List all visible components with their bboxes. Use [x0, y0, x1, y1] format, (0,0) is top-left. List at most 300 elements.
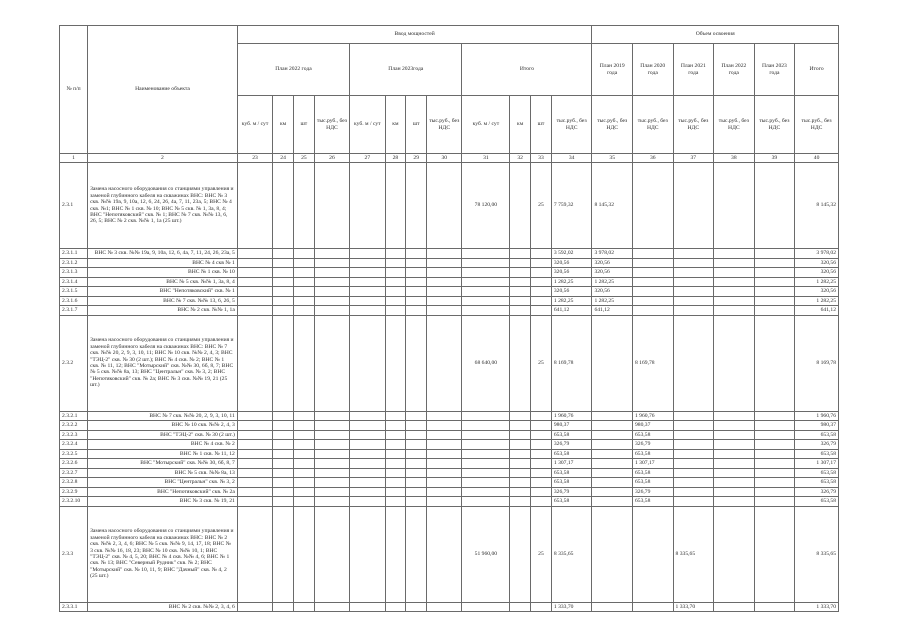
capacity-value [462, 459, 510, 469]
plan-2019-value [592, 440, 633, 450]
table-row [60, 277, 839, 287]
plan-2021-value [673, 449, 714, 459]
empty-cell [510, 306, 531, 316]
empty-cell [427, 459, 462, 469]
empty-cell [293, 277, 314, 287]
column-index: 32 [510, 154, 531, 163]
empty-cell [314, 421, 349, 431]
empty-cell [714, 287, 755, 297]
table-row [60, 478, 839, 488]
empty-cell [427, 306, 462, 316]
plan-2020-value: 980,37 [632, 421, 673, 431]
empty-cell [510, 277, 531, 287]
empty-cell [406, 430, 427, 440]
total-volume-value: 320,56 [795, 287, 839, 297]
column-index: 24 [273, 154, 294, 163]
empty-cell [427, 468, 462, 478]
row-number: 2.3.1.3 [60, 268, 88, 278]
capacity-value [462, 602, 510, 612]
total-volume-value: 3 978,02 [795, 249, 839, 259]
cost-total-value: 1 960,76 [551, 411, 592, 421]
empty-cell [510, 430, 531, 440]
count-value [531, 258, 552, 268]
empty-cell [237, 258, 272, 268]
header-unit: шт [406, 96, 427, 154]
empty-cell [237, 315, 272, 411]
empty-cell [754, 506, 795, 602]
empty-cell [273, 306, 294, 316]
empty-cell [273, 497, 294, 507]
plan-2021-value: 1 333,70 [673, 602, 714, 612]
empty-cell [510, 315, 531, 411]
capacity-value [462, 277, 510, 287]
total-volume-value: 653,58 [795, 449, 839, 459]
object-name: Замена насосного оборудования со станциями управления и заменой глубинного кабеля на скважинах ВНС: ВНС № 3 скв. №№ 19а, 9, 10а, 12, 6, 24, 26, 4а, 7, 11, 23а, 5; ВНС № 4 скв. №1; ВНС № 1 скв. № 10; ВНС № 5 скв. № 1, 3а, 8, 4; ВНС "Непотяковский" скв. № 1; ВНС № 7 скв. №№ 13, 6, 26, 5; ВНС № 2 скв. №№ 1, 1а (25 шт.) [88, 163, 238, 249]
empty-cell [293, 487, 314, 497]
empty-cell [314, 249, 349, 259]
column-index: 38 [714, 154, 755, 163]
total-volume-value: 1 282,25 [795, 277, 839, 287]
empty-cell [273, 506, 294, 602]
table-row [60, 306, 839, 316]
cost-total-value: 3 592,02 [551, 249, 592, 259]
cost-total-value: 7 759,32 [551, 163, 592, 249]
empty-cell [714, 487, 755, 497]
empty-cell [406, 487, 427, 497]
plan-2019-value [592, 602, 633, 612]
count-value [531, 421, 552, 431]
plan-2021-value [673, 468, 714, 478]
plan-2021-value [673, 497, 714, 507]
empty-cell [754, 249, 795, 259]
column-index: 39 [754, 154, 795, 163]
empty-cell [237, 506, 272, 602]
empty-cell [350, 421, 385, 431]
cost-total-value: 1 282,25 [551, 296, 592, 306]
object-name: ВНС № 10 скв. №№ 2, 4, 3 [88, 421, 238, 431]
table-row [60, 440, 839, 450]
column-index: 25 [293, 154, 314, 163]
empty-cell [754, 306, 795, 316]
empty-cell [754, 258, 795, 268]
column-index: 34 [551, 154, 592, 163]
plan-2020-value: 326,79 [632, 440, 673, 450]
capacity-value [462, 287, 510, 297]
empty-cell [427, 296, 462, 306]
empty-cell [754, 277, 795, 287]
row-number: 2.3.3 [60, 506, 88, 602]
empty-cell [510, 296, 531, 306]
plan-2020-value [632, 249, 673, 259]
empty-cell [273, 315, 294, 411]
total-volume-value: 326,79 [795, 487, 839, 497]
capacity-value: 51 960,00 [462, 506, 510, 602]
count-value [531, 287, 552, 297]
empty-cell [273, 296, 294, 306]
empty-cell [293, 287, 314, 297]
empty-cell [385, 258, 406, 268]
table-row [60, 421, 839, 431]
empty-cell [314, 268, 349, 278]
header-unit: тыс.руб., без НДС [754, 96, 795, 154]
plan-2021-value [673, 249, 714, 259]
total-volume-value: 320,56 [795, 268, 839, 278]
cost-total-value: 8 169,78 [551, 315, 592, 411]
empty-cell [510, 497, 531, 507]
empty-cell [754, 497, 795, 507]
object-name: Замена насосного оборудования со станциями управления и заменой глубинного кабеля на скважинах ВНС: ВНС № 2 скв. №№ 2, 3, 4, 6; ВНС № 5 скв. №№ 9, 14, 17, 18; ВНС № 3 скв. №№ 16, 18, 23; ВНС № 10 скв. №№ 10, 1; ВНС "ТЭЦ-2" скв. № 4, 5, 20; ВНС № 4 скв. №№ 4, 6; ВНС № 1 скв. № 13; ВНС "Северный Рудник" скв. № 2; ВНС "Мотырский" скв. № 10, 11, 9; ВНС "Дачный" скв. № 4, 2 (25 шт.) [88, 506, 238, 602]
plan-2021-value [673, 258, 714, 268]
header-plan-2023-volume: План 2023 года [754, 44, 795, 96]
count-value [531, 306, 552, 316]
investment-table [59, 25, 839, 612]
empty-cell [510, 468, 531, 478]
capacity-value [462, 478, 510, 488]
empty-cell [754, 163, 795, 249]
empty-cell [273, 459, 294, 469]
total-volume-value: 320,56 [795, 258, 839, 268]
row-number: 2.3.1.1 [60, 249, 88, 259]
empty-cell [427, 268, 462, 278]
empty-cell [314, 287, 349, 297]
empty-cell [406, 277, 427, 287]
empty-cell [273, 258, 294, 268]
empty-cell [293, 296, 314, 306]
row-number: 2.3.2.9 [60, 487, 88, 497]
object-name: ВНС № 1 скв. № 10 [88, 268, 238, 278]
cost-total-value: 653,58 [551, 497, 592, 507]
capacity-value [462, 440, 510, 450]
table-row [60, 163, 839, 249]
capacity-value [462, 258, 510, 268]
empty-cell [510, 602, 531, 612]
count-value [531, 440, 552, 450]
cost-total-value: 326,79 [551, 440, 592, 450]
row-number: 2.3.2.5 [60, 449, 88, 459]
empty-cell [406, 468, 427, 478]
plan-2020-value: 1 307,17 [632, 459, 673, 469]
plan-2019-value [592, 459, 633, 469]
empty-cell [350, 506, 385, 602]
header-unit: тыс.руб., без НДС [714, 96, 755, 154]
empty-cell [754, 315, 795, 411]
empty-cell [293, 449, 314, 459]
count-value [531, 449, 552, 459]
empty-cell [314, 497, 349, 507]
empty-cell [714, 430, 755, 440]
count-value: 25 [531, 315, 552, 411]
plan-2020-value: 653,58 [632, 430, 673, 440]
capacity-value [462, 249, 510, 259]
table-row [60, 459, 839, 469]
plan-2019-value [592, 430, 633, 440]
plan-2021-value [673, 296, 714, 306]
empty-cell [510, 411, 531, 421]
empty-cell [510, 506, 531, 602]
table-row [60, 258, 839, 268]
empty-cell [314, 315, 349, 411]
header-unit: тыс.руб., без НДС [592, 96, 633, 154]
total-volume-value: 1 282,25 [795, 296, 839, 306]
empty-cell [714, 296, 755, 306]
row-number: 2.3.1.7 [60, 306, 88, 316]
empty-cell [350, 249, 385, 259]
empty-cell [314, 602, 349, 612]
cost-total-value: 1 282,25 [551, 277, 592, 287]
empty-cell [314, 468, 349, 478]
header-plan-2022: План 2022 года [237, 44, 349, 96]
empty-cell [385, 468, 406, 478]
empty-cell [237, 306, 272, 316]
row-number: 2.3.1.2 [60, 258, 88, 268]
empty-cell [350, 459, 385, 469]
capacity-value [462, 421, 510, 431]
plan-2019-value: 1 282,25 [592, 296, 633, 306]
capacity-value [462, 497, 510, 507]
empty-cell [510, 249, 531, 259]
header-unit: км [510, 96, 531, 154]
empty-cell [754, 440, 795, 450]
cost-total-value: 641,12 [551, 306, 592, 316]
empty-cell [427, 411, 462, 421]
empty-cell [350, 497, 385, 507]
header-total: Итого [462, 44, 592, 96]
count-value [531, 430, 552, 440]
empty-cell [350, 430, 385, 440]
count-value [531, 296, 552, 306]
header-unit: тыс.руб., без НДС [551, 96, 592, 154]
empty-cell [754, 487, 795, 497]
empty-cell [714, 468, 755, 478]
empty-cell [350, 487, 385, 497]
total-volume-value: 980,37 [795, 421, 839, 431]
row-number: 2.3.2.10 [60, 497, 88, 507]
empty-cell [714, 411, 755, 421]
column-index: 37 [673, 154, 714, 163]
empty-cell [406, 478, 427, 488]
empty-cell [293, 411, 314, 421]
column-index: 35 [592, 154, 633, 163]
empty-cell [406, 287, 427, 297]
empty-cell [754, 468, 795, 478]
empty-cell [273, 487, 294, 497]
empty-cell [385, 487, 406, 497]
plan-2021-value [673, 163, 714, 249]
empty-cell [314, 506, 349, 602]
empty-cell [406, 602, 427, 612]
empty-cell [406, 163, 427, 249]
plan-2020-value: 326,79 [632, 487, 673, 497]
empty-cell [754, 296, 795, 306]
plan-2020-value [632, 287, 673, 297]
capacity-value [462, 306, 510, 316]
cost-total-value: 653,58 [551, 478, 592, 488]
count-value [531, 497, 552, 507]
empty-cell [385, 315, 406, 411]
table-row [60, 487, 839, 497]
row-number: 2.3.2.8 [60, 478, 88, 488]
plan-2020-value [632, 268, 673, 278]
header-unit: куб. м / сут [350, 96, 385, 154]
empty-cell [314, 411, 349, 421]
column-index: 40 [795, 154, 839, 163]
empty-cell [273, 163, 294, 249]
empty-cell [350, 411, 385, 421]
empty-cell [314, 306, 349, 316]
total-volume-value: 653,58 [795, 468, 839, 478]
empty-cell [385, 497, 406, 507]
plan-2019-value [592, 449, 633, 459]
count-value: 25 [531, 163, 552, 249]
empty-cell [714, 602, 755, 612]
row-number: 2.3.1.5 [60, 287, 88, 297]
empty-cell [714, 421, 755, 431]
row-number: 2.3.2 [60, 315, 88, 411]
empty-cell [510, 449, 531, 459]
total-volume-value: 653,58 [795, 430, 839, 440]
row-number: 2.3.2.2 [60, 421, 88, 431]
empty-cell [350, 468, 385, 478]
empty-cell [314, 487, 349, 497]
count-value [531, 478, 552, 488]
object-name: ВНС № 4 скв № 1 [88, 258, 238, 268]
plan-2021-value [673, 306, 714, 316]
row-number: 2.3.3.1 [60, 602, 88, 612]
empty-cell [237, 602, 272, 612]
empty-cell [350, 296, 385, 306]
empty-cell [350, 602, 385, 612]
plan-2020-value: 8 169,78 [632, 315, 673, 411]
column-index: 2 [88, 154, 238, 163]
header-plan-2021: План 2021 года [673, 44, 714, 96]
object-name: ВНС № 7 скв. №№ 13, 6, 26, 5 [88, 296, 238, 306]
empty-cell [273, 440, 294, 450]
empty-cell [293, 315, 314, 411]
cost-total-value: 653,58 [551, 468, 592, 478]
empty-cell [427, 430, 462, 440]
plan-2020-value [632, 277, 673, 287]
plan-2021-value [673, 421, 714, 431]
empty-cell [406, 315, 427, 411]
empty-cell [350, 268, 385, 278]
object-name: ВНС № 3 скв. №№ 19а, 9, 10а, 12, 6, 4а, 7, 11, 24, 26, 23а, 5 [88, 249, 238, 259]
empty-cell [406, 497, 427, 507]
empty-cell [754, 478, 795, 488]
empty-cell [714, 506, 755, 602]
empty-cell [314, 459, 349, 469]
empty-cell [510, 459, 531, 469]
empty-cell [754, 602, 795, 612]
count-value [531, 268, 552, 278]
empty-cell [427, 478, 462, 488]
empty-cell [714, 163, 755, 249]
empty-cell [385, 421, 406, 431]
empty-cell [237, 440, 272, 450]
empty-cell [350, 163, 385, 249]
empty-cell [350, 449, 385, 459]
plan-2020-value [632, 296, 673, 306]
plan-2021-value [673, 487, 714, 497]
total-volume-value: 8 169,78 [795, 315, 839, 411]
cost-total-value: 1 307,17 [551, 459, 592, 469]
plan-2020-value [632, 163, 673, 249]
total-volume-value: 8 145,32 [795, 163, 839, 249]
empty-cell [293, 249, 314, 259]
empty-cell [314, 296, 349, 306]
row-number: 2.3.1.6 [60, 296, 88, 306]
column-index: 31 [462, 154, 510, 163]
count-value [531, 602, 552, 612]
empty-cell [754, 268, 795, 278]
plan-2019-value: 8 145,32 [592, 163, 633, 249]
plan-2019-value [592, 315, 633, 411]
empty-cell [714, 277, 755, 287]
empty-cell [406, 506, 427, 602]
header-unit: тыс.руб., без НДС [314, 96, 349, 154]
plan-2019-value: 641,12 [592, 306, 633, 316]
row-number: 2.3.2.1 [60, 411, 88, 421]
empty-cell [273, 468, 294, 478]
column-index: 36 [632, 154, 673, 163]
empty-cell [427, 487, 462, 497]
empty-cell [293, 258, 314, 268]
empty-cell [714, 478, 755, 488]
count-value [531, 459, 552, 469]
object-name: ВНС "Центральн" скв. № 3, 2 [88, 478, 238, 488]
table-row [60, 296, 839, 306]
empty-cell [237, 430, 272, 440]
total-volume-value: 653,58 [795, 478, 839, 488]
empty-cell [406, 296, 427, 306]
empty-cell [293, 163, 314, 249]
empty-cell [293, 440, 314, 450]
empty-cell [427, 602, 462, 612]
empty-cell [427, 258, 462, 268]
count-value [531, 249, 552, 259]
object-name: ВНС № 3 скв. № 19, 21 [88, 497, 238, 507]
table-row [60, 449, 839, 459]
plan-2020-value: 1 960,76 [632, 411, 673, 421]
count-value [531, 487, 552, 497]
empty-cell [293, 268, 314, 278]
empty-cell [427, 449, 462, 459]
cost-total-value: 653,58 [551, 430, 592, 440]
row-number: 2.3.1 [60, 163, 88, 249]
plan-2019-value: 320,56 [592, 268, 633, 278]
empty-cell [237, 449, 272, 459]
total-volume-value: 8 335,65 [795, 506, 839, 602]
header-group-volume: Объем освоения [592, 26, 839, 44]
empty-cell [237, 411, 272, 421]
empty-cell [293, 468, 314, 478]
column-index: 28 [385, 154, 406, 163]
empty-cell [293, 306, 314, 316]
plan-2019-value: 320,56 [592, 258, 633, 268]
empty-cell [510, 258, 531, 268]
empty-cell [754, 287, 795, 297]
empty-cell [314, 258, 349, 268]
empty-cell [385, 430, 406, 440]
empty-cell [510, 487, 531, 497]
empty-cell [273, 421, 294, 431]
empty-cell [510, 440, 531, 450]
cost-total-value: 653,58 [551, 449, 592, 459]
empty-cell [273, 287, 294, 297]
empty-cell [237, 497, 272, 507]
empty-cell [427, 440, 462, 450]
empty-cell [510, 163, 531, 249]
empty-cell [406, 459, 427, 469]
